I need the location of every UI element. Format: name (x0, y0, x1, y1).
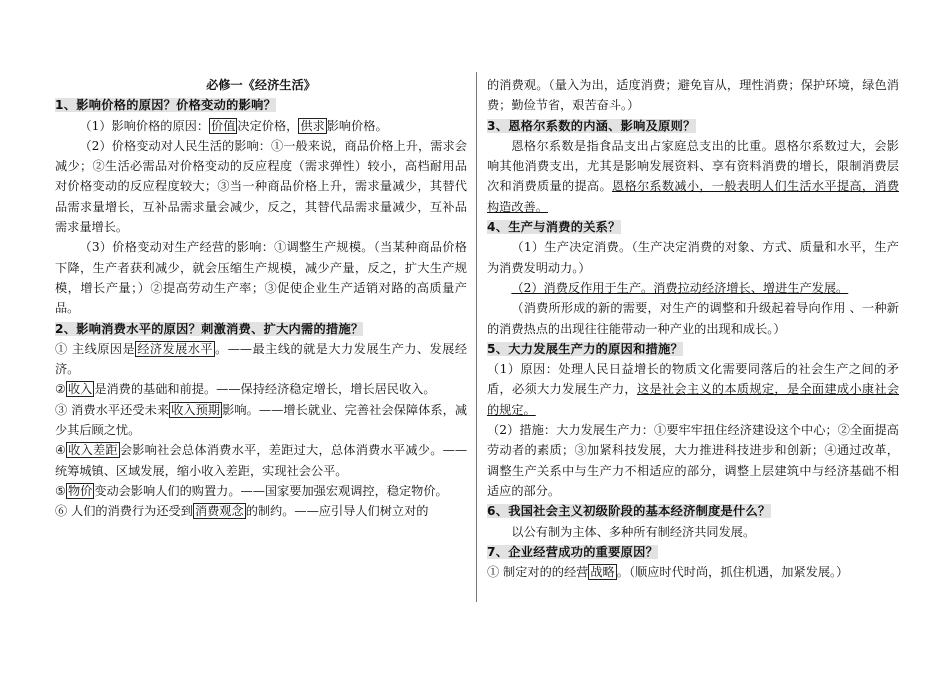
boxed-term-income-gap: 收入差距 (68, 443, 118, 458)
q2-i4-text-a: ④ (55, 443, 67, 458)
question-3-heading-text: 3、恩格尔系数的内涵、影响及原则？ (487, 118, 696, 133)
q2-i3-text-c: 影响。——增长就业、完善社会保障体系，减少其后顾之忧。 (55, 402, 468, 438)
boxed-term-price: 物价 (67, 483, 93, 498)
boxed-term-strategy: 战略 (590, 565, 615, 580)
question-2-heading (55, 319, 467, 339)
q2-item-5 (55, 481, 467, 501)
q2-item-3 (55, 400, 467, 441)
q1-paragraph-1 (55, 116, 467, 136)
q6-answer: 以公有制为主体、多种所有制经济共同发展。 (511, 524, 756, 539)
q2-i2-text-a: ② (55, 382, 66, 397)
q4-paragraph-1: （1）生产决定消费。（生产决定消费的对象、方式、质量和水平，生产为消费发明动力。） (487, 240, 899, 275)
q2-i5-text-a: ⑤ (55, 483, 66, 498)
question-1-heading-text: 1、影响价格的原因？价格变动的影响？ (55, 98, 277, 113)
q2-i3-text-a: ③ 消费水平还受未来 (55, 402, 170, 417)
question-5-heading-text: 5、大力发展生产力的原因和措施？ (487, 341, 684, 356)
document-title: 必修一《经济生活》 (206, 78, 316, 92)
q2-i6-text-a: ⑥ 人们的消费行为还受到 (55, 504, 193, 519)
q7-text-a: ① 制定对的的经营 (487, 565, 589, 580)
left-column (55, 75, 467, 522)
q2-i5-text-c: 变动会影响人们的购置力。——国家要加强宏观调控，稳定物价。 (94, 483, 448, 498)
question-7-heading-text: 7、企业经营成功的重要原因？ (487, 544, 659, 559)
boxed-term-income-expectation: 收入预期 (171, 402, 221, 417)
q1-p1-text-d: 影响价格。 (326, 118, 388, 133)
question-4-heading (487, 217, 899, 237)
right-column (487, 75, 899, 582)
question-6-heading (487, 501, 899, 521)
q3-underlined-text: 恩格尔系数减小，一般表明人们生活水平提高，消费构造改善。 (487, 179, 900, 214)
q2-item-1 (55, 339, 467, 380)
boxed-term-supply-demand: 供求 (300, 118, 325, 133)
q3-paragraph (487, 136, 899, 217)
continued-text: 的消费观。（量入为出，适度消费；避免盲从，理性消费；保护环境，绿色消费；勤俭节省，艰苦奋斗。） (487, 78, 899, 113)
q5-p1-text: （1）原因：处理人民日益增长的物质文化需要同落后的社会生产之间的矛盾，必须大力发展生产力， (487, 362, 899, 397)
q5-underlined-text: 这是社会主义的本质规定，是全面建成小康社会的规定。 (487, 382, 900, 417)
q2-i1-text-a: ① 主线原因是 (55, 341, 136, 356)
boxed-term-consumption-view: 消费观念 (194, 504, 244, 519)
q2-i4-text-c: 会影响社会总体消费水平，差距过大，总体消费水平减少。——统筹城镇、区域发展，缩小收入差距，实现社会公平。 (55, 443, 468, 478)
q1-paragraph-2: （2）价格变动对人民生活的影响：①一般来说，商品价格上升，需求会减少；②生活必需品对价格变动的反应程度（需求弹性）较小，高档耐用品对价格变动的反应程度较大；③当一种商品价格上升，需求量减少，其替代品需求量增长，互补品需求量会减少，反之，其替代品需求量减少，互补品需求量增长。 (55, 138, 467, 235)
boxed-term-value: 价值 (211, 118, 236, 133)
q1-paragraph-3: （3）价格变动对生产经营的影响：①调整生产规模。（当某种商品价格下降，生产者获利减少，就会压缩生产规模，减少产量，反之，扩大生产规模，增长产量；）②提高劳动生产率；③促使企业生产适销对路的高质量产品。 (55, 240, 467, 316)
column-divider (476, 72, 477, 602)
q2-item-4 (55, 440, 467, 481)
q1-p1-text-a: （1）影响价格的原因： (79, 118, 210, 133)
q2-i2-text-c: 是消费的基础和前提。——保持经济稳定增长，增长居民收入。 (94, 382, 436, 397)
q7-text-c: 。（顺应时代时尚，抓住机遇，加紧发展。） (616, 565, 849, 580)
question-2-heading-text: 2、影响消费水平的原因？刺激消费、扩大内需的措施？ (55, 321, 364, 336)
boxed-term-income: 收入 (67, 382, 93, 397)
q5-paragraph-2: （2）措施：大力发展生产力：①要牢牢扭住经济建设这个中心；②全面提高劳动者的素质；③加紧科技发展，大力推进科技进步和创新；④通过改革，调整生产关系中与生产力不相适应的部分，调整上层建筑中与经济基础不相适应的部分。 (487, 423, 899, 498)
question-3-heading (487, 116, 899, 136)
q4-underlined-text: （2）消费反作用于生产。消费拉动经济增长、增进生产发展。 (511, 280, 849, 295)
q5-paragraph-1 (487, 359, 899, 420)
question-4-heading-text: 4、生产与消费的关系？ (487, 220, 621, 235)
q1-p1-text-c: 决定价格， (237, 118, 299, 133)
q7-item-1 (487, 562, 899, 582)
q4-paragraph-2 (487, 278, 899, 298)
q2-item-6 (55, 501, 467, 521)
q3-text: 恩格尔系数是指食品支出占家庭总支出的比重。恩格尔系数过大，会影响其他消费支出，尤其是影响发展资料、享有资料消费的增长，限制消费层次和消费质量的提高。 (487, 138, 899, 194)
q2-i6-text-c: 的制约。——应引导人们树立对的 (245, 504, 429, 519)
question-7-heading (487, 542, 899, 562)
question-6-heading-text: 6、我国社会主义初级阶段的基本经济制度是什么？ (487, 504, 771, 519)
question-1-heading (55, 95, 467, 115)
q2-i1-text-c: 。——最主线的就是大力发展生产力、发展经济。 (55, 341, 468, 377)
q2-item-2 (55, 379, 467, 399)
boxed-term-economic-level: 经济发展水平 (137, 341, 214, 356)
question-5-heading (487, 339, 899, 359)
q4-paragraph-3: （消费所形成的新的需要，对生产的调整和升级起着导向作用 、一种新的消费热点的出现往往能带动一种产业的出现和成长。） (487, 301, 899, 336)
